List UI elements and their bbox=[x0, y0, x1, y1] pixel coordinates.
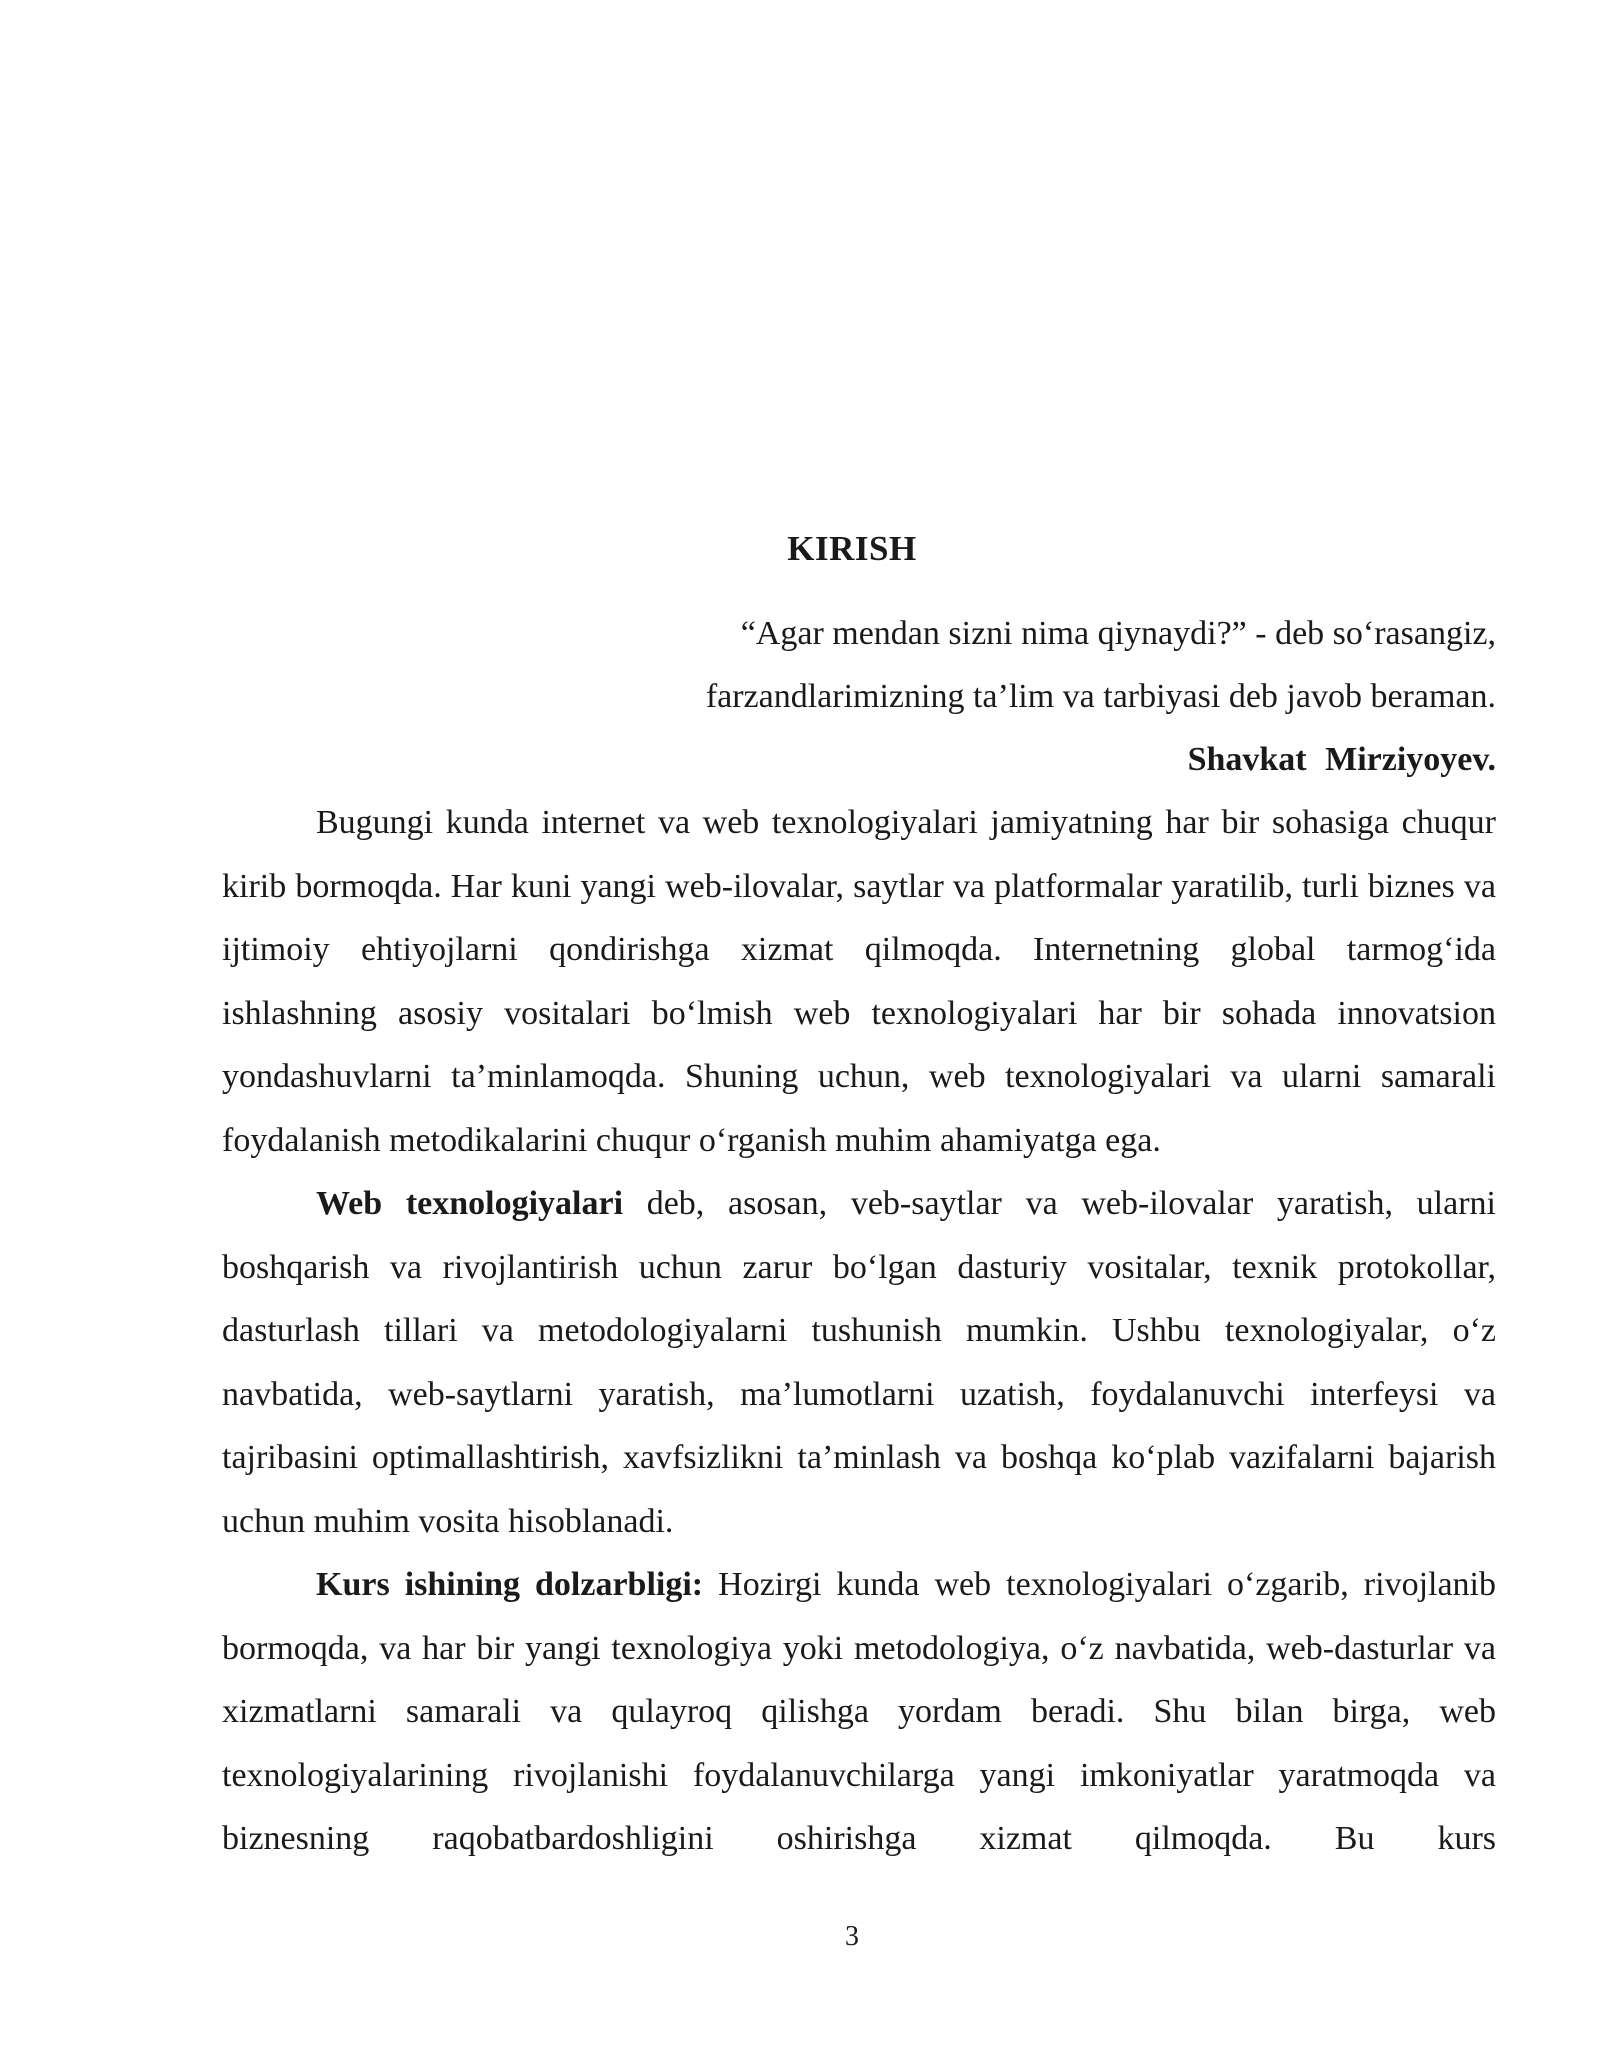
epigraph bbox=[496, 602, 1496, 791]
epigraph-line-1: “Agar mendan sizni nima qiynaydi?” - deb so‘rasangiz, bbox=[740, 615, 1496, 652]
paragraph-intro bbox=[222, 791, 1496, 1172]
page-number: 3 bbox=[845, 1921, 859, 1952]
paragraph-intro-text: Bugungi kunda internet va web texnologiyalari jamiyatning har bir sohasiga chuqur kirib bormoqda. Har kuni yangi web-ilovalar, saytlar va platformalar yaratilib, turli biznes va ijtimoiy ehtiyojlarni qondirishga xizmat qilmoqda. Internetning global tarmog‘ida ishlashning asosiy vositalari bo‘lmish web texnologiyalari har bir sohada innovatsion yondashuvlarni ta’minlamoqda. Shuning uchun, web texnologiyalari va ularni samarali foydalanish metodikalarini chuqur o‘rganish muhim ahamiyatga ega. bbox=[222, 804, 1496, 1159]
paragraph-relevance-lead: Kurs ishining dolzarbligi: bbox=[316, 1566, 704, 1603]
paragraph-web-technologies-text: deb, asosan, veb-saytlar va web-ilovalar yaratish, ularni boshqarish va rivojlantirish uchun zarur bo‘lgan dasturiy vositalar, texnik protokollar, dasturlash tillari va metodologiyalarni tushunish mumkin. Ushbu texnologiyalar, o‘z navbatida, web-saytlarni yaratish, ma’lumotlarni uzatish, foydalanuvchi interfeysi va tajribasini optimallashtirish, xavfsizlikni ta’minlash va boshqa ko‘plab vazifalarni bajarish uchun muhim vosita hisoblanadi. bbox=[222, 1185, 1496, 1540]
epigraph-line-2: farzandlarimizning ta’lim va tarbiyasi deb javob beraman. bbox=[705, 678, 1496, 715]
paragraph-relevance-text: Hozirgi kunda web texnologiyalari o‘zgarib, rivojlanib bormoqda, va har bir yangi texnologiya yoki metodologiya, o‘z navbatida, web-dasturlar va xizmatlarni samarali va qulayroq qilishga yordam beradi. Shu bilan birga, web texnologiyalarining rivojlanishi foydalanuvchilarga yangi imkoniyatlar yaratmoqda va biznesning raqobatbardoshligini oshirishga xizmat qilmoqda. Bu kurs bbox=[222, 1566, 1496, 1857]
paragraph-relevance bbox=[222, 1553, 1496, 1871]
body-text bbox=[222, 791, 1496, 1871]
page-title: KIRISH bbox=[787, 529, 917, 568]
paragraph-web-technologies-lead: Web texnologiyalari bbox=[316, 1185, 624, 1222]
epigraph-author: Shavkat Mirziyoyev. bbox=[1187, 741, 1496, 778]
paragraph-web-technologies bbox=[222, 1172, 1496, 1553]
